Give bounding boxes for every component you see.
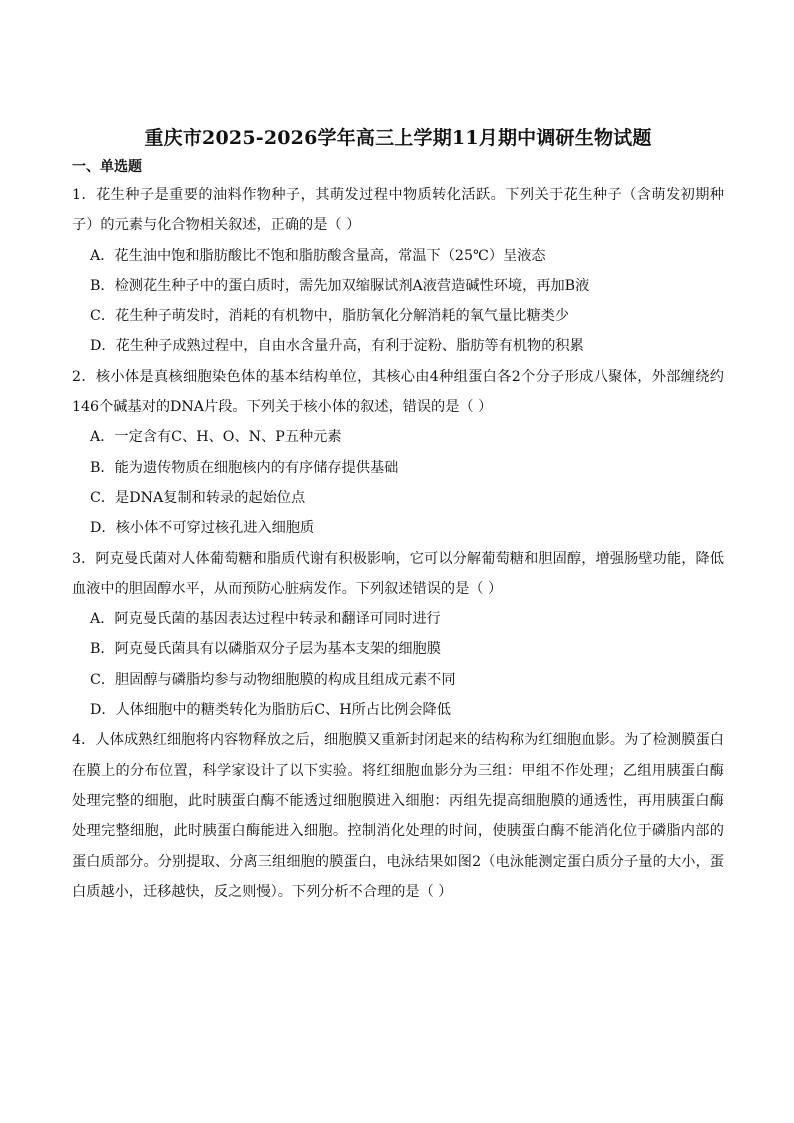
option-b: B．检测花生种子中的蛋白质时，需先加双缩脲试剂A液营造碱性环境，再加B液 [90,277,590,294]
option-a: A．一定含有C、H、O、N、P五种元素 [90,429,342,446]
option-d: D．核小体不可穿过核孔进入细胞质 [90,520,315,537]
option-a: A．阿克曼氏菌的基因表达过程中转录和翻译可同时进行 [90,611,441,628]
option-c: C．是DNA复制和转录的起始位点 [90,489,306,506]
question-4 [72,725,724,907]
section-heading: 一、单选题 [72,159,142,175]
question-2 [72,362,724,544]
question-stem: 1．花生种子是重要的油料作物种子，其萌发过程中物质转化活跃。下列关于花生种子（含萌发初期种子）的元素与化合物相关叙述，正确的是（ ） [72,187,724,234]
document-page [72,124,724,907]
question-1 [72,180,724,362]
page-title: 重庆市2025-2026学年高三上学期11月期中调研生物试题 [144,127,652,149]
question-stem: 4．人体成熟红细胞将内容物释放之后，细胞膜又重新封闭起来的结构称为红细胞血影。为了检测膜蛋白在膜上的分布位置，科学家设计了以下实验。将红细胞血影分为三组：甲组不作处理；乙组用胰蛋白酶处理完整的细胞，此时胰蛋白酶不能透过细胞膜进入细胞：丙组先提高细胞膜的通透性，再用胰蛋白酶处理完整细胞，此时胰蛋白酶能进入细胞。控制消化处理的时间，使胰蛋白酶不能消化位于磷脂内部的蛋白质部分。分别提取、分离三组细胞的膜蛋白，电泳结果如图2（电泳能测定蛋白质分子量的大小，蛋白质越小，迁移越快，反之则慢）。下列分析不合理的是（ ） [72,732,724,900]
question-stem: 2．核小体是真核细胞染色体的基本结构单位，其核心由4种组蛋白各2个分子形成八聚体，外部缠绕约146个碱基对的DNA片段。下列关于核小体的叙述，错误的是（ ） [72,368,724,416]
option-b: B．阿克曼氏菌具有以磷脂双分子层为基本支架的细胞膜 [90,641,441,658]
option-d: D．花生种子成熟过程中，自由水含量升高，有利于淀粉、脂肪等有机物的积累 [90,338,584,355]
option-c: C．胆固醇与磷脂均参与动物细胞膜的构成且组成元素不同 [90,671,456,688]
option-c: C．花生种子萌发时，消耗的有机物中，脂肪氧化分解消耗的氧气量比糖类少 [90,308,570,325]
question-stem: 3．阿克曼氏菌对人体葡萄糖和脂质代谢有积极影响，它可以分解葡萄糖和胆固醇，增强肠壁功能，降低血液中的胆固醇水平，从而预防心脏病发作。下列叙述错误的是（ ） [72,550,724,597]
question-3 [72,544,724,726]
option-b: B．能为遗传物质在细胞核内的有序储存提供基础 [90,459,399,476]
option-a: A．花生油中饱和脂肪酸比不饱和脂肪酸含量高，常温下（25℃）呈液态 [90,247,546,264]
option-d: D．人体细胞中的糖类转化为脂肪后C、H所占比例会降低 [90,702,451,719]
